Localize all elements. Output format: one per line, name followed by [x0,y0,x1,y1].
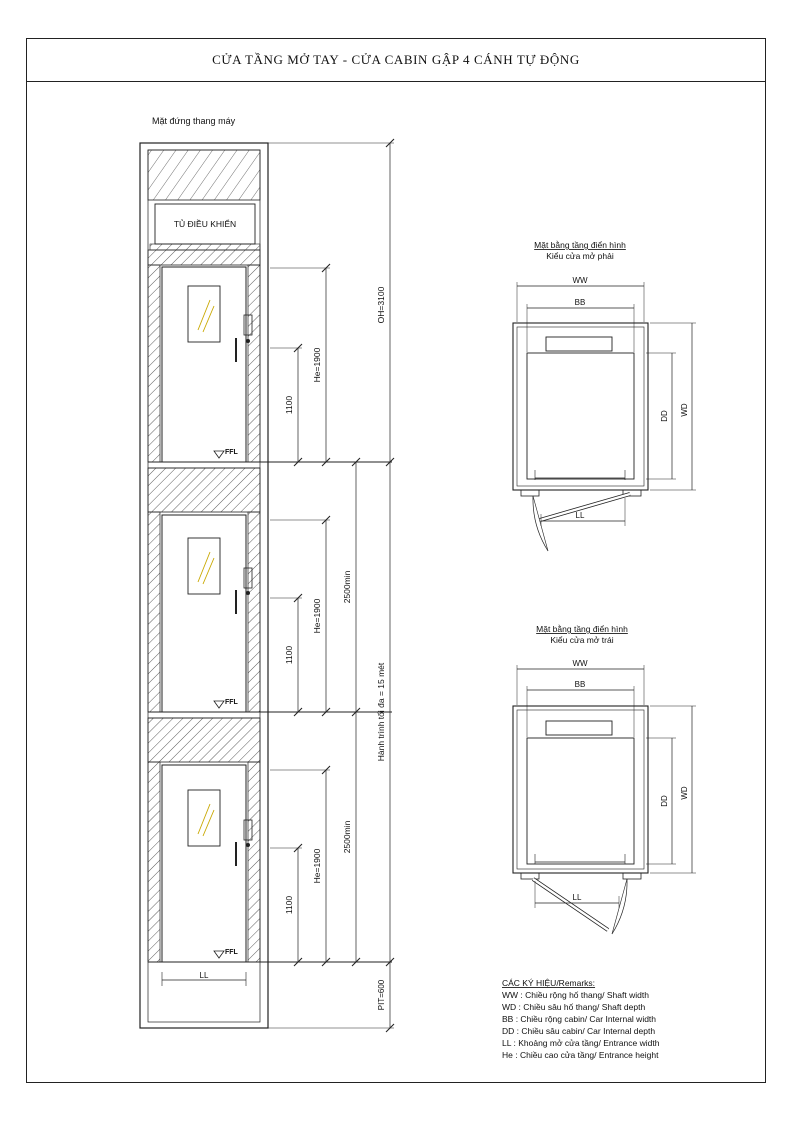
dim-he: He=1900 [312,347,322,383]
dim-dd: DD [660,410,669,422]
elevation-label: Mặt đứng thang máy [152,116,236,126]
dim-1100: 1100 [284,895,294,915]
landing-door [162,515,252,712]
dim-he: He=1900 [312,598,322,634]
control-cabinet-label: TỦ ĐIỀU KHIỂN [173,219,237,229]
remarks-item: BB : Chiều rộng cabin/ Car Internal width [502,1014,657,1024]
landing-door [162,765,252,962]
remarks-item: LL : Khoảng mở cửa tầng/ Entrance width [502,1038,660,1048]
shaft-inner-outline [148,150,260,1022]
dim-bb: BB [574,680,586,689]
plan-left-title: Mặt bằng tầng điển hình [536,624,628,634]
remarks-item: He : Chiều cao cửa tầng/ Entrance height [502,1050,659,1060]
dim-1100: 1100 [284,645,294,665]
plan-left-subtitle: Kiểu cửa mở trái [550,635,614,645]
page-title: CỬA TẦNG MỞ TAY - CỬA CABIN GẬP 4 CÁNH TỰ ĐỘNG [212,52,580,67]
overhead-hatch [148,150,260,200]
dim-floor-height: 2500min [342,820,352,854]
remarks-item: WD : Chiều sâu hố thang/ Shaft depth [502,1002,646,1012]
floor-slab [148,250,260,265]
floor-slab [148,468,260,512]
dim-wd: WD [680,786,689,800]
dim-ww: WW [572,276,588,285]
ffl-label: FFL [225,699,238,706]
elevation-view [140,139,394,1032]
ffl-marker-icon [214,451,224,458]
dim-oh: OH=3100 [376,286,386,324]
dim-he: He=1900 [312,848,322,884]
ffl-marker-icon [214,701,224,708]
dim-wd: WD [680,403,689,417]
ffl-label: FFL [225,449,238,456]
remarks-legend [502,978,660,1060]
dim-travel: Hành trình tối đa = 15 mét [376,662,386,762]
ffl-label: FFL [225,949,238,956]
plan-right-subtitle: Kiểu cửa mở phải [546,251,614,261]
remarks-item: WW : Chiều rộng hố thang/ Shaft width [502,990,649,1000]
dim-ww: WW [572,659,588,668]
ffl-marker-icon [214,951,224,958]
dim-pit: PIT=600 [377,979,386,1011]
floor-slab [148,718,260,762]
dim-ll: LL [572,893,582,902]
dim-floor-height: 2500min [342,570,352,604]
dim-ll: LL [575,511,585,520]
plan-right-title: Mặt bằng tầng điển hình [534,240,626,250]
remarks-title: CÁC KÝ HIỆU/Remarks: [502,978,596,988]
landing-door [162,267,252,462]
dim-dd: DD [660,795,669,807]
remarks-item: DD : Chiều sâu cabin/ Car Internal depth [502,1026,656,1036]
ll-label: LL [199,971,209,980]
dim-bb: BB [574,298,586,307]
dim-1100: 1100 [284,395,294,415]
